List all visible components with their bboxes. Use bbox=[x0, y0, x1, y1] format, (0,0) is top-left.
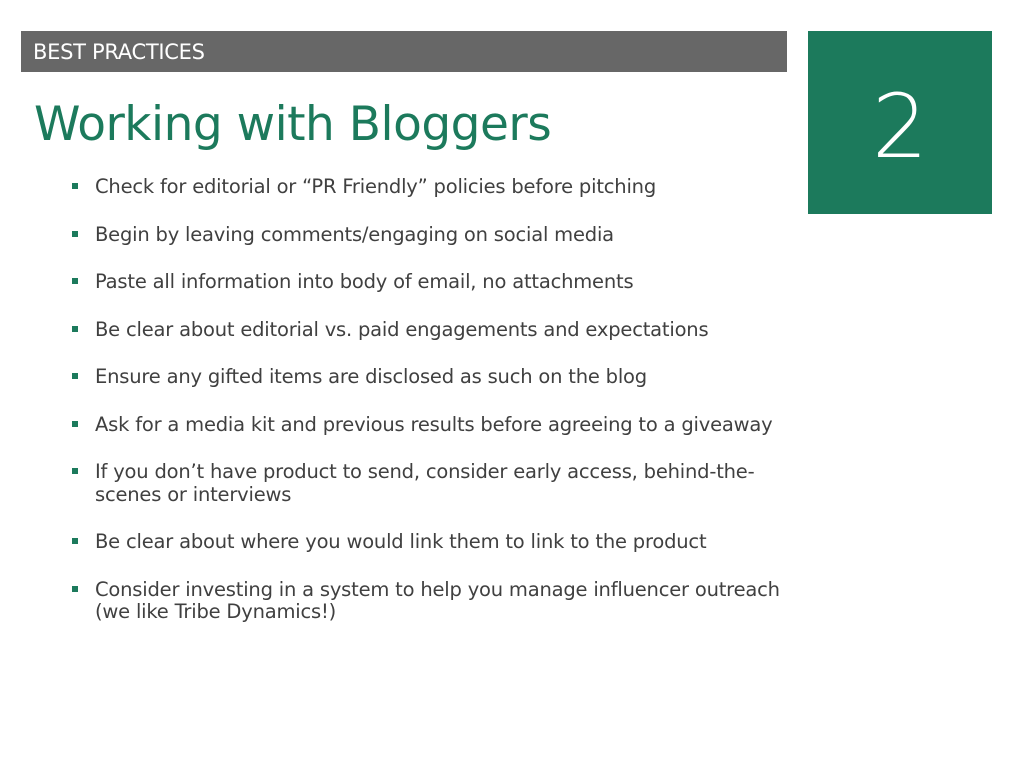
bullet-item bbox=[70, 579, 780, 624]
square-bullet-icon bbox=[72, 468, 78, 474]
square-bullet-icon bbox=[72, 373, 78, 379]
square-bullet-icon bbox=[72, 586, 78, 592]
bullet-item bbox=[70, 461, 780, 506]
bullet-text: Check for editorial or “PR Friendly” policies before pitching bbox=[95, 175, 657, 198]
bullet-text: Be clear about editorial vs. paid engagements and expectations bbox=[95, 317, 709, 341]
bullet-text: Paste all information into body of email, no attachments bbox=[95, 270, 634, 293]
bullet-item bbox=[70, 366, 780, 389]
square-bullet-icon bbox=[72, 326, 78, 332]
bullet-item bbox=[70, 319, 780, 342]
bullet-list bbox=[70, 176, 780, 649]
bullet-item bbox=[70, 271, 780, 294]
bullet-item bbox=[70, 531, 780, 554]
square-bullet-icon bbox=[72, 538, 78, 544]
bullet-text: Consider investing in a system to help you manage influencer outreach (we like Tribe Dynamics!) bbox=[95, 577, 780, 623]
bullet-text: If you don’t have product to send, consider early access, behind-the-scenes or interviews bbox=[95, 460, 755, 506]
bullet-item bbox=[70, 224, 780, 247]
slide-number-box bbox=[808, 31, 992, 214]
square-bullet-icon bbox=[72, 278, 78, 284]
square-bullet-icon bbox=[72, 231, 78, 237]
bullet-text: Begin by leaving comments/engaging on social media bbox=[95, 222, 614, 246]
bullet-text: Ask for a media kit and previous results before agreeing to a giveaway bbox=[95, 412, 773, 436]
bullet-item bbox=[70, 176, 780, 199]
section-header-bar bbox=[21, 31, 787, 72]
slide-title: Working with Bloggers bbox=[34, 97, 552, 152]
bullet-item bbox=[70, 414, 780, 437]
bullet-text: Be clear about where you would link them to link to the product bbox=[95, 530, 707, 553]
square-bullet-icon bbox=[72, 421, 78, 427]
section-label: BEST PRACTICES bbox=[33, 40, 205, 64]
bullet-text: Ensure any gifted items are disclosed as such on the blog bbox=[95, 365, 647, 388]
slide-number: 2 bbox=[872, 75, 928, 178]
square-bullet-icon bbox=[72, 183, 78, 189]
